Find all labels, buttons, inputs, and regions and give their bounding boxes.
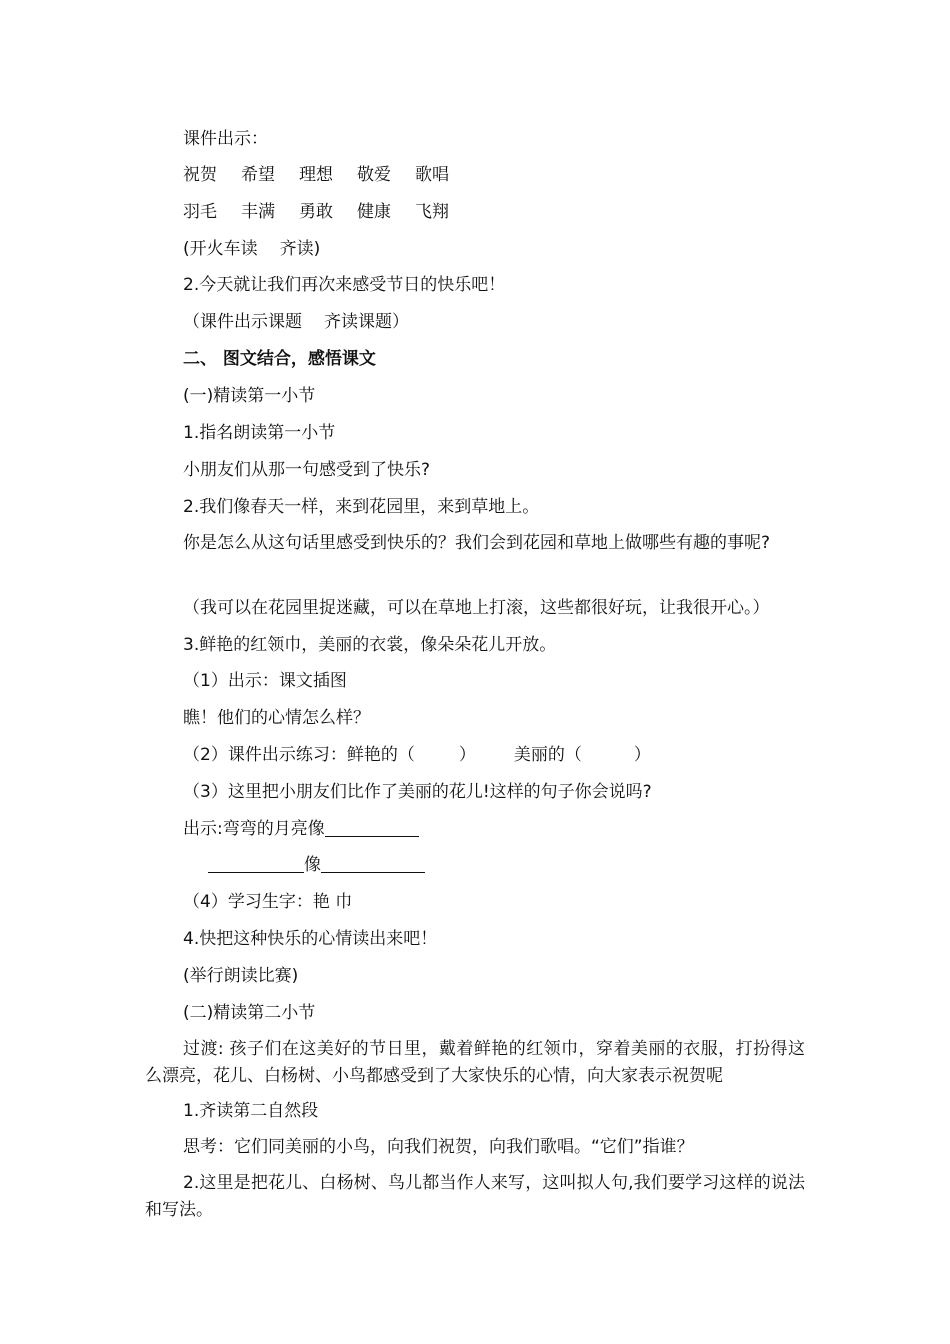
think-question: 思考：它们同美丽的小鸟，向我们祝贺，向我们歌唱。“它们”指谁？ (183, 1137, 694, 1157)
word: 歌唱 (415, 165, 449, 185)
word: 飞翔 (415, 202, 449, 222)
section-heading: 二、 图文结合，感悟课文 (183, 349, 376, 369)
question-paragraph: 你是怎么从这句话里感受到快乐的？我们会到花园和草地上做哪些有趣的事呢? (183, 533, 771, 553)
substep-1: （1）出示：课文插图 (183, 671, 347, 691)
word: 勇敢 (299, 202, 333, 222)
reading-method-a: (开火车读 (183, 239, 258, 259)
step-3: 3.鲜艳的红领巾，美丽的衣裳，像朵朵花儿开放。 (183, 635, 557, 655)
contest-note: (举行朗读比赛) (183, 966, 299, 986)
reading-method (183, 236, 320, 262)
word: 羽毛 (183, 202, 217, 222)
title-note-a: （课件出示课题 (183, 312, 302, 332)
substep-3: （3）这里把小朋友们比作了美丽的花儿!这样的句子你会说吗? (183, 782, 652, 802)
word-row-2 (183, 199, 473, 225)
exercise-line (183, 742, 651, 768)
question-1: 小朋友们从那一句感受到了快乐? (183, 460, 431, 480)
pattern-text: 像 (304, 855, 321, 875)
fill-blank (321, 852, 425, 873)
word-row-1 (183, 162, 473, 188)
step-1: 1.指名朗读第一小节 (183, 423, 336, 443)
step-2: 2.我们像春天一样，来到花园里，来到草地上。 (183, 497, 540, 517)
exercise-c: 美丽的（ (513, 745, 582, 765)
word: 丰满 (241, 202, 275, 222)
title-note (183, 309, 409, 335)
fill-blank (325, 816, 419, 837)
reading-method-b: 齐读) (279, 239, 321, 259)
word: 希望 (241, 165, 275, 185)
personification-paragraph: 2.这里是把花儿、白杨树、鸟儿都当作人来写，这叫拟人句,我们要学习这样的说法和写法。 (145, 1173, 805, 1220)
read-step: 1.齐读第二自然段 (183, 1101, 319, 1121)
transition-paragraph: 过渡: 孩子们在这美好的节日里，戴着鲜艳的红领巾，穿着美丽的衣服，打扮得这么漂亮，花儿、白杨树、小鸟都感受到了大家快乐的心情，向大家表示祝贺呢 (145, 1039, 805, 1086)
look-question: 瞧！他们的心情怎么样？ (183, 708, 370, 728)
courseware-heading: 课件出示： (183, 129, 268, 149)
exercise-a: （2）课件出示练习：鲜艳的（ (183, 745, 415, 765)
sample-text: 出示:弯弯的月亮像 (183, 819, 325, 839)
substep-4: （4）学习生字：艳 巾 (183, 892, 353, 912)
word: 敬爱 (357, 165, 391, 185)
title-note-b: 齐读课题） (324, 312, 409, 332)
fill-blank (208, 852, 304, 873)
exercise-d: ） (633, 745, 651, 765)
item-2-line: 2.今天就让我们再次来感受节日的快乐吧！ (183, 275, 506, 295)
subsection-2-heading: (二)精读第二小节 (183, 1003, 316, 1023)
sample-line (183, 816, 419, 842)
answer-note: （我可以在花园里捉迷藏，可以在草地上打滚，这些都很好玩，让我很开心。） (183, 598, 770, 618)
exercise-b: ） (458, 745, 476, 765)
step-4: 4.快把这种快乐的心情读出来吧！ (183, 929, 438, 949)
word: 祝贺 (183, 165, 217, 185)
word: 健康 (357, 202, 391, 222)
word: 理想 (299, 165, 333, 185)
pattern-line (208, 852, 425, 878)
subsection-1-heading: (一)精读第一小节 (183, 386, 316, 406)
